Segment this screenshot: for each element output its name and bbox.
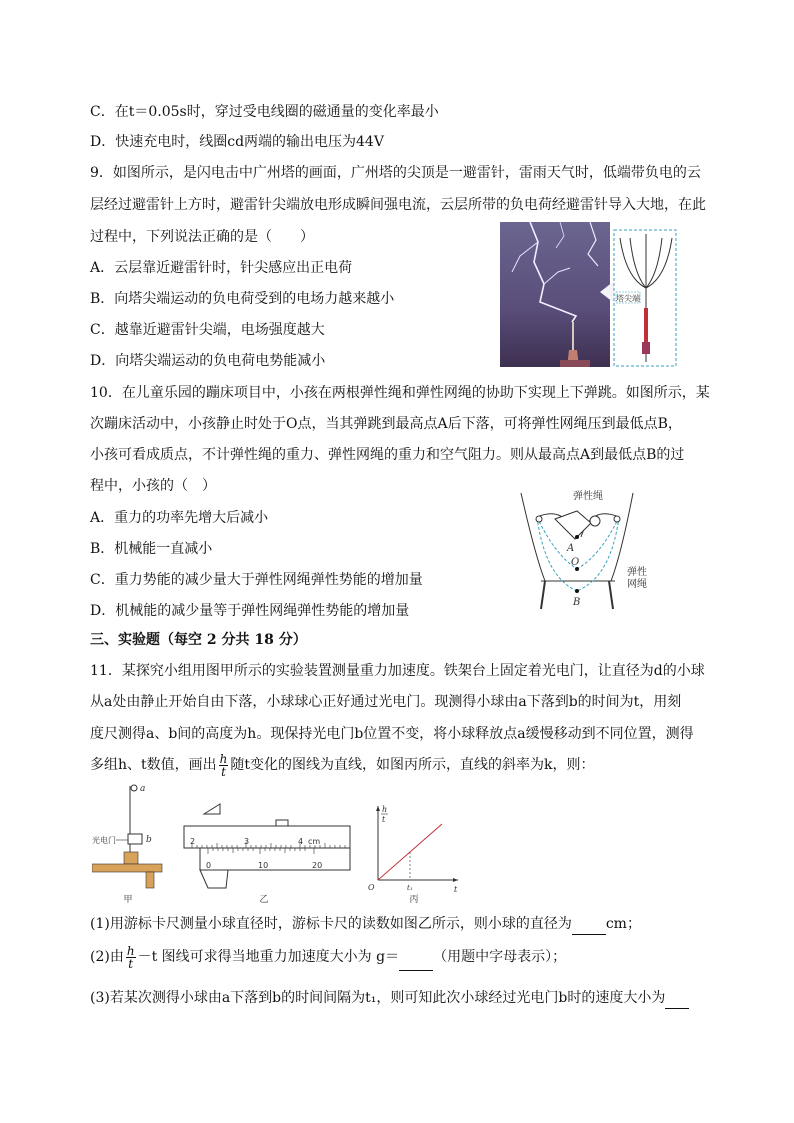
q11-part-2-suffix: （用题中字母表示）； (433, 949, 567, 965)
q10-option-b: B．机械能一直减小 (90, 541, 213, 557)
graph-figure-bing (362, 800, 462, 904)
q11-stem-line-1: 11．某探究小组用图甲所示的实验装置测量重力加速度。铁架台上固定着光电门，让直径为d的小球 (90, 663, 705, 679)
caliper-main-unit: cm (308, 837, 321, 846)
answer-blank-1[interactable] (572, 914, 606, 935)
graph-origin: O (368, 883, 375, 892)
q8-option-c: C．在t＝0.05s时，穿过受电线圈的磁通量的变化率最小 (90, 104, 439, 120)
figure-yi-caption: 乙 (259, 895, 269, 904)
q11-stem-4a: 多组h、t数值，画出 (90, 757, 217, 773)
q10-option-a: A．重力的功率先增大后减小 (90, 510, 269, 526)
q11-part-2 (90, 944, 566, 971)
caliper-main-4: 4 (298, 837, 304, 846)
q10-option-d: D．机械能的减少量等于弹性网绳弹性势能的增加量 (90, 603, 410, 619)
q10-option-c: C．重力势能的减少量大于弹性网绳弹性势能的增加量 (90, 572, 423, 588)
q9-option-c: C．越靠近避雷针尖端，电场强度越大 (90, 322, 325, 338)
h-over-t-fraction (219, 753, 229, 778)
answer-blank-2[interactable] (399, 944, 433, 971)
caliper-vernier-20: 20 (312, 861, 323, 870)
q10-stem-line-2: 次蹦床活动中，小孩静止时处于O点，当其弹跳到最高点A后下落，可将弹性网绳压到最低点B， (90, 416, 682, 432)
q11-part-2-text: －t 图线可求得当地重力加速度大小为 g＝ (137, 949, 400, 965)
q11-part-1-text: (1)用游标卡尺测量小球直径时，游标卡尺的读数如图乙所示，则小球的直径为 (90, 916, 572, 932)
caliper-vernier-10: 10 (258, 861, 269, 870)
figure-jia-caption: 甲 (123, 895, 133, 904)
answer-blank-3[interactable] (665, 988, 689, 1009)
fraction-numerator: h (219, 751, 228, 766)
lightning-figure (500, 222, 680, 367)
q10-stem-line-3: 小孩可看成质点，不计弹性绳的重力、弹性网绳的重力和空气阻力。则从最高点A到最低点B的过 (90, 447, 685, 463)
label-a: a (140, 784, 146, 794)
caliper-main-3: 3 (244, 837, 250, 846)
graph-y-num: h (382, 805, 388, 814)
q11-part-1-unit: cm； (605, 916, 641, 932)
section-3-heading: 三、实验题（每空 2 分共 18 分） (90, 632, 307, 648)
point-o-label: O (571, 557, 580, 568)
fraction-denominator: t (221, 764, 226, 779)
apparatus-figure-jia (92, 782, 167, 904)
caliper-main-2: 2 (190, 837, 196, 846)
label-b: b (146, 835, 152, 845)
graph-t1: t₁ (407, 884, 413, 892)
point-a-label: A (567, 543, 575, 554)
q9-stem-line-2: 层经过避雷针上方时，避雷针尖端放电形成瞬间强电流，云层所带的负电荷经避雷针导入大地，在此 (90, 197, 706, 213)
q9-stem-line-1: 9．如图所示，是闪电击中广州塔的画面，广州塔的尖顶是一避雷针，雷雨天气时，低端带负电的云 (90, 165, 701, 181)
q8-option-d: D．快速充电时，线圈cd两端的输出电压为44V (90, 134, 384, 150)
q9-stem-line-3: 过程中，下列说法正确的是（ ） (90, 229, 314, 245)
fraction-2-denominator: t (128, 956, 134, 971)
trampoline-figure (515, 485, 665, 615)
q9-option-d: D．向塔尖端运动的负电荷电势能减小 (90, 353, 326, 369)
figure-bing-caption: 丙 (409, 895, 419, 904)
net-label-2: 网绳 (627, 579, 647, 590)
tower-tip-label: 塔尖端 (616, 294, 640, 303)
q11-part-2-prefix: (2)由 (90, 949, 124, 965)
caliper-figure-yi (180, 800, 355, 904)
rope-label: 弹性绳 (573, 491, 603, 502)
h-over-t-fraction-2 (126, 945, 136, 970)
caliper-vernier-0: 0 (206, 861, 212, 870)
q11-part-1 (90, 914, 641, 935)
graph-x-label: t (454, 885, 458, 894)
fraction-2-numerator: h (126, 943, 135, 958)
q11-part-3 (90, 988, 689, 1009)
net-label-1: 弹性 (627, 567, 647, 578)
q11-stem-line-4 (90, 752, 595, 778)
q11-stem-line-3: 度尺测得a、b间的高度为h。现保持光电门b位置不变，将小球释放点a缓慢移动到不同位置，测得 (90, 726, 694, 742)
photogate-label: 光电门 (92, 836, 116, 845)
graph-y-den: t (382, 815, 386, 824)
q9-option-a: A．云层靠近避雷针时，针尖感应出正电荷 (90, 260, 353, 276)
q10-stem-line-4: 程中，小孩的（ ） (90, 478, 216, 494)
q11-stem-4b: 随t变化的图线为直线，如图丙所示，直线的斜率为k，则： (230, 757, 595, 773)
q11-stem-line-2: 从a处由静止开始自由下落，小球球心正好通过光电门。现测得小球由a下落到b的时间为t，用刻 (90, 694, 682, 710)
q10-stem-line-1: 10．在儿童乐园的蹦床项目中，小孩在两根弹性绳和弹性网绳的协助下实现上下弹跳。如图所示，某 (90, 385, 710, 401)
point-b-label: B (573, 597, 581, 608)
q11-part-3-text: (3)若某次测得小球由a下落到b的时间间隔为t₁，则可知此次小球经过光电门b时的速度大小为 (90, 990, 666, 1006)
q9-option-b: B．向塔尖端运动的负电荷受到的电场力越来越小 (90, 291, 395, 307)
